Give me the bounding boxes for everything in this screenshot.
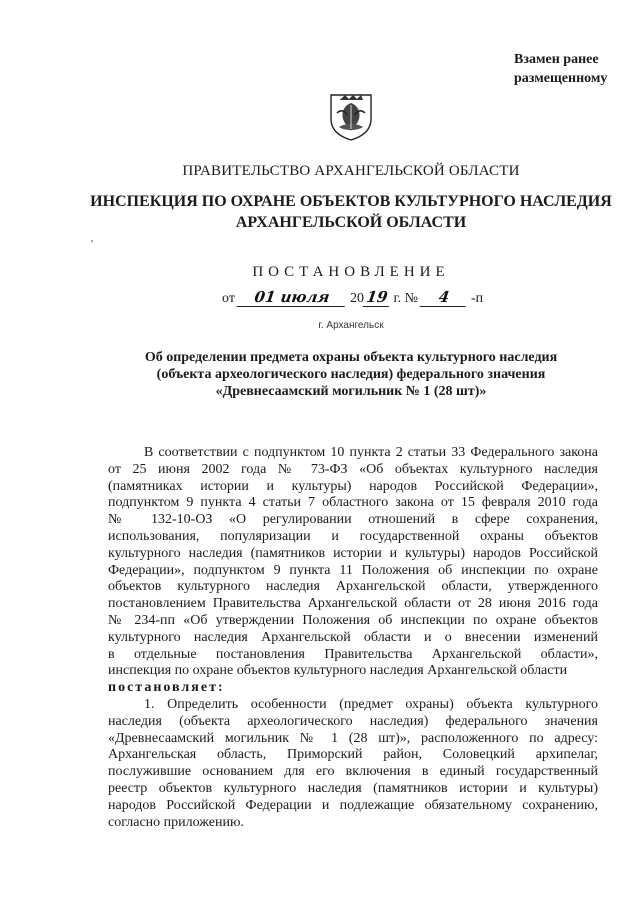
item1-line: Архангельская область, Приморский район, Соловецкий архипелаг,	[108, 747, 598, 763]
government-header: ПРАВИТЕЛЬСТВО АРХАНГЕЛЬСКОЙ ОБЛАСТИ	[182, 163, 520, 179]
preamble-line: (памятниках истории и культуры) народов Российской Федерации»,	[108, 478, 598, 494]
preamble-line: В соответствии с подпунктом 10 пункта 2 статьи 33 Федерального закона	[144, 445, 598, 460]
corner-note-line-1: Взамен ранее	[514, 52, 599, 67]
inspection-line-2: АРХАНГЕЛЬСКОЙ ОБЛАСТИ	[235, 214, 467, 231]
preamble-line: объектов культурного наследия Архангельской области, утвержденного	[108, 579, 598, 595]
item1-line: 1. Определить особенности (предмет охраны) объекта культурного	[144, 696, 598, 712]
date-prefix: от	[222, 291, 235, 306]
document-body	[108, 445, 598, 831]
city: г. Архангельск	[318, 320, 384, 331]
item1-line: реестр объектов культурного наследия (памятников истории и культуры)	[108, 780, 598, 796]
date-year-prefix: 20	[349, 291, 364, 306]
preamble-line: постановлением Правительства Архангельской области от 28 июня 2016 года	[108, 596, 598, 612]
preamble-line: культурного наследия Архангельской области и о внесении изменений	[108, 629, 598, 645]
document-title	[0, 349, 640, 400]
title-line-3: «Древнесаамский могильник № 1 (28 шт)»	[215, 384, 487, 399]
decree-word: постановляет:	[108, 680, 225, 696]
preamble-line: № 234-пп «Об утверждении Положения об инспекции по охране объектов	[108, 612, 598, 628]
corner-note-line-2: размещенному	[514, 71, 608, 86]
title-line-2: (объекта археологического наследия) федерального значения	[156, 367, 546, 382]
item1-line: «Древнесаамский могильник № 1 (28 шт)», расположенного по адресу:	[108, 730, 598, 746]
scan-speck	[91, 240, 93, 242]
inspection-line-1: ИНСПЕКЦИЯ ПО ОХРАНЕ ОБЪЕКТОВ КУЛЬТУРНОГО НАСЛЕДИЯ	[90, 193, 612, 210]
number-suffix: -п	[470, 291, 484, 306]
date-year-suffix: 19	[363, 288, 392, 307]
inspection-header	[0, 191, 640, 233]
item1-line: наследия (объекта археологического наследия) федерального значения	[108, 713, 598, 729]
preamble-line: инспекция по охране объектов культурного наследия Архангельской области	[108, 663, 568, 679]
item1-line: народов Российской Федерации и подлежащие обязательному сохранению,	[108, 797, 598, 813]
item1-line: послужившие основанием для его включения в единый государственный	[108, 764, 598, 780]
title-line-1: Об определении предмета охраны объекта культурного наследия	[144, 350, 558, 365]
document-number: 4	[420, 288, 469, 307]
coat-of-arms-icon	[327, 91, 375, 141]
preamble-line: культурного наследия (памятников истории и культуры) народов Российской	[108, 545, 598, 561]
document-type: ПОСТАНОВЛЕНИЕ	[252, 264, 450, 280]
preamble-line: использования, популяризации и государственной охраны объектов	[108, 528, 598, 544]
item1-line: согласно приложению.	[108, 814, 244, 830]
date-day-month: 01 июля	[237, 288, 348, 307]
preamble-line: в отдельные постановления Правительства Архангельской области»,	[108, 646, 598, 662]
preamble-line: от 25 июня 2002 года № 73-ФЗ «Об объектах культурного наследия	[108, 461, 598, 477]
date-number-line	[222, 288, 483, 307]
preamble-line: № 132-10-ОЗ «О регулировании отношений в сфере сохранения,	[108, 512, 598, 528]
preamble-line: Федерации», подпунктом 9 пункта 11 Положения об инспекции по охране	[108, 562, 598, 578]
date-year-mark: г. №	[393, 291, 418, 306]
corner-note	[514, 50, 607, 88]
preamble-line: подпунктом 9 пункта 4 статьи 7 областного закона от 15 февраля 2010 года	[108, 495, 598, 511]
